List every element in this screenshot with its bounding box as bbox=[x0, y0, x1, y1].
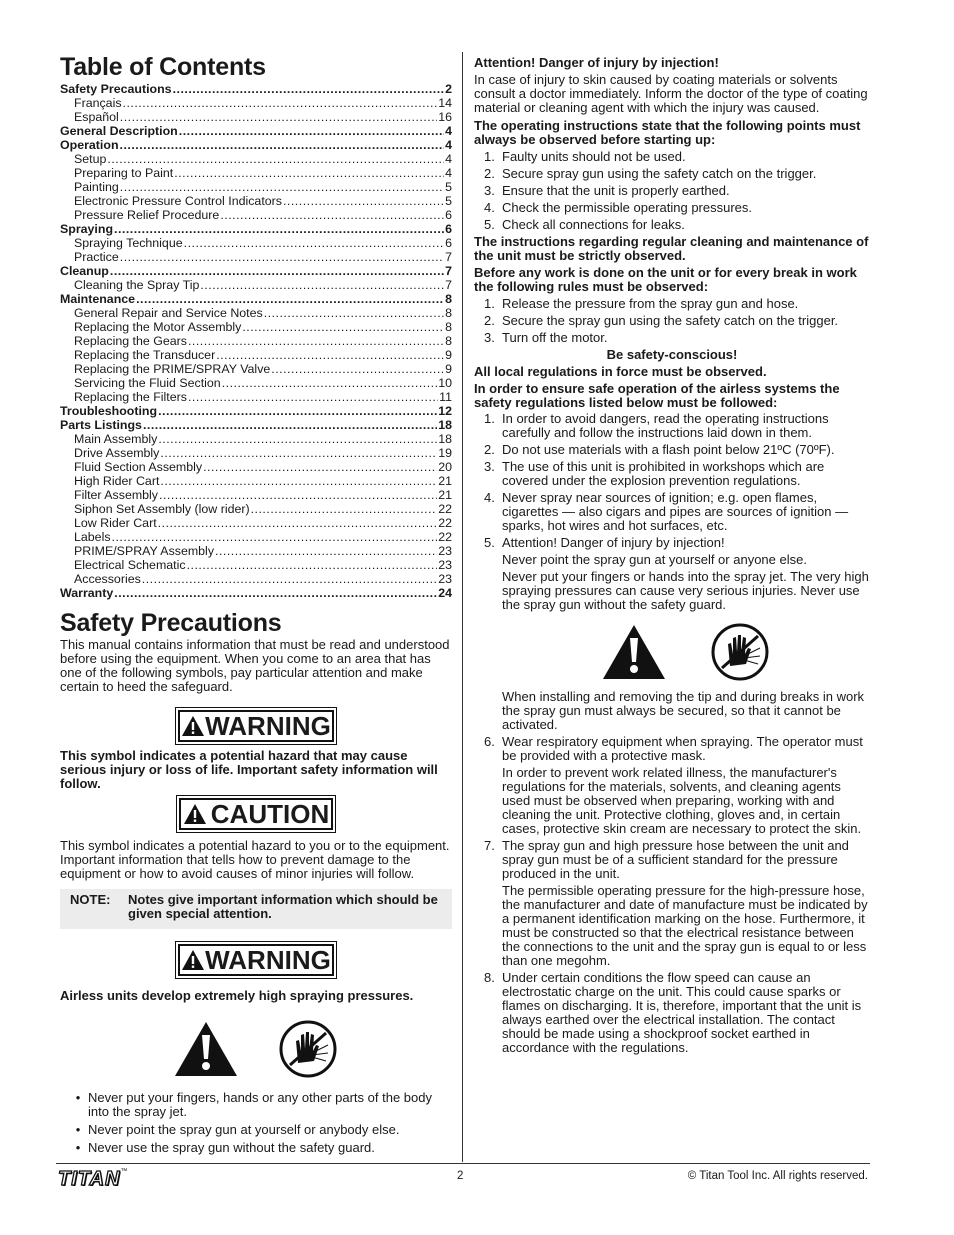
list-number: 3. bbox=[484, 183, 495, 198]
toc-entry bbox=[60, 306, 452, 320]
toc-leader-dots bbox=[203, 460, 437, 474]
warning-description: This symbol indicates a potential hazard that may cause serious injury or loss of life. Important safety information will follow. bbox=[60, 748, 438, 791]
toc-leader-dots bbox=[283, 194, 444, 208]
toc-entry-page: 23 bbox=[438, 558, 452, 572]
be-safety-conscious: Be safety-conscious! bbox=[606, 347, 738, 362]
bullet-text: Never point the spray gun at yourself or anybody else. bbox=[88, 1122, 400, 1137]
toc-entry-page: 7 bbox=[445, 250, 452, 264]
toc-leader-dots bbox=[160, 474, 437, 488]
bullet-item bbox=[60, 1091, 452, 1119]
toc-leader-dots bbox=[251, 502, 438, 516]
toc-entry bbox=[60, 390, 452, 404]
toc-leader-dots bbox=[142, 572, 437, 586]
rule-item bbox=[474, 491, 870, 533]
toc-entry-label: Servicing the Fluid Section bbox=[74, 376, 221, 390]
safety-title: Safety Precautions bbox=[60, 609, 282, 637]
toc-entry-page: 6 bbox=[445, 236, 452, 250]
list-item bbox=[474, 167, 870, 181]
rule-number: 3. bbox=[484, 459, 495, 474]
rule-8: 8. Under certain conditions the flow speed can cause an electrostatic charge on the unit. This could cause sparks or flames on discharging. It is, therefore, important that the unit is always earthed over the electrical installation. The contact should be made using a shockproof socket earthed in accordance with the regulations. bbox=[474, 971, 870, 1055]
no-hand-in-spray-icon bbox=[710, 622, 770, 682]
toc-leader-dots bbox=[158, 404, 437, 418]
list-number: 1. bbox=[484, 296, 495, 311]
toc-entry-page: 9 bbox=[445, 348, 452, 362]
toc-leader-dots bbox=[188, 390, 438, 404]
rule7-text: The spray gun and high pressure hose between the unit and spray gun must be of a sufficient standard for the pressure produced in the unit. bbox=[502, 838, 849, 881]
toc-entry-label: Spraying Technique bbox=[74, 236, 183, 250]
attention-title: Attention! Danger of injury by injection! bbox=[474, 55, 719, 70]
toc-entry-page: 5 bbox=[445, 180, 452, 194]
rule5-point-gun: Never point the spray gun at yourself or anyone else. bbox=[502, 552, 807, 567]
toc-leader-dots bbox=[123, 96, 438, 110]
list-text: Secure the spray gun using the safety catch on the trigger. bbox=[502, 313, 839, 328]
rule-text: Do not use materials with a flash point below 21ºC (70ºF). bbox=[502, 442, 835, 457]
caution-label: CAUTION bbox=[210, 798, 330, 829]
toc-entry bbox=[60, 208, 452, 222]
list-number: 2. bbox=[484, 166, 495, 181]
list-text: Ensure that the unit is properly earthed. bbox=[502, 183, 730, 198]
list-number: 4. bbox=[484, 200, 495, 215]
toc-leader-dots bbox=[159, 488, 437, 502]
toc-entry bbox=[60, 292, 452, 306]
toc-entry-label: Electronic Pressure Control Indicators bbox=[74, 194, 282, 208]
left-column bbox=[60, 52, 452, 1159]
toc-entry bbox=[60, 348, 452, 362]
toc-entry-page: 22 bbox=[438, 530, 452, 544]
toc-entry-page: 6 bbox=[445, 222, 452, 236]
toc-leader-dots bbox=[114, 586, 437, 600]
column-divider bbox=[462, 52, 463, 1162]
toc-entry bbox=[60, 138, 452, 152]
warning-triangle-icon bbox=[181, 949, 205, 971]
rule8-text: Under certain conditions the flow speed can cause an electrostatic charge on the unit. This could cause sparks or flames on discharging. It is, therefore, important that the unit is always earthed over the electrical installation. The contact should be made using a shockproof socket earthed in accordance with the regulations. bbox=[502, 970, 862, 1055]
toc-leader-dots bbox=[120, 180, 444, 194]
toc-entry bbox=[60, 222, 452, 236]
toc-entry-label: Warranty bbox=[60, 586, 114, 600]
safety-intro: This manual contains information that must be read and understood before using the equipment. When you come to an area that has one of the following symbols, pay particular attention and make certain to heed the safeguard. bbox=[60, 637, 450, 694]
toc-entry bbox=[60, 418, 452, 432]
bullet-text: Never put your fingers, hands or any other parts of the body into the spray jet. bbox=[88, 1090, 432, 1119]
copyright: © Titan Tool Inc. All rights reserved. bbox=[687, 1170, 868, 1182]
list-text: Turn off the motor. bbox=[502, 330, 608, 345]
list-number: 2. bbox=[484, 313, 495, 328]
toc-list bbox=[60, 82, 452, 600]
toc-leader-dots bbox=[120, 250, 444, 264]
toc-entry-page: 12 bbox=[438, 404, 452, 418]
list-item bbox=[474, 314, 870, 328]
toc-leader-dots bbox=[216, 348, 444, 362]
list-number: 3. bbox=[484, 330, 495, 345]
toc-entry bbox=[60, 110, 452, 124]
note-box bbox=[60, 889, 452, 929]
no-hand-in-spray-icon bbox=[278, 1019, 338, 1079]
toc-entry-label: Siphon Set Assembly (low rider) bbox=[74, 502, 250, 516]
toc-leader-dots bbox=[242, 320, 444, 334]
toc-entry bbox=[60, 558, 452, 572]
toc-entry-page: 4 bbox=[445, 138, 452, 152]
toc-entry-page: 4 bbox=[445, 124, 452, 138]
toc-entry-page: 4 bbox=[445, 166, 452, 180]
toc-entry-page: 8 bbox=[445, 334, 452, 348]
hazard-exclamation-icon bbox=[174, 1021, 238, 1077]
list-number: 5. bbox=[484, 217, 495, 232]
cleaning-title: The instructions regarding regular cleaning and maintenance of the unit must be strictly observed. bbox=[474, 234, 869, 263]
bullet-dot: • bbox=[75, 1122, 81, 1137]
toc-entry bbox=[60, 96, 452, 110]
toc-entry bbox=[60, 236, 452, 250]
warning-triangle-icon bbox=[181, 715, 205, 737]
toc-leader-dots bbox=[200, 278, 444, 292]
toc-entry-label: Painting bbox=[74, 180, 119, 194]
toc-entry-label: Setup bbox=[74, 152, 107, 166]
titan-logo-text: TITAN bbox=[58, 1168, 121, 1190]
bullet-item bbox=[60, 1141, 452, 1155]
toc-leader-dots bbox=[222, 376, 438, 390]
caution-triangle-icon bbox=[183, 803, 207, 825]
bullet-dot: • bbox=[75, 1090, 81, 1105]
toc-leader-dots bbox=[184, 236, 444, 250]
rule-text: Attention! Danger of injury by injection! bbox=[502, 535, 725, 550]
toc-entry bbox=[60, 264, 452, 278]
toc-leader-dots bbox=[188, 334, 444, 348]
toc-entry bbox=[60, 516, 452, 530]
toc-entry-label: Accessories bbox=[74, 572, 141, 586]
toc-title: Table of Contents bbox=[60, 53, 266, 81]
rule-number: 5. bbox=[484, 535, 495, 550]
toc-entry bbox=[60, 376, 452, 390]
rule5-secure-tip: When installing and removing the tip and during breaks in work the spray gun must always be secured, so that it cannot be activated. bbox=[502, 689, 865, 732]
toc-entry-label: Safety Precautions bbox=[60, 82, 172, 96]
toc-entry-label: General Repair and Service Notes bbox=[74, 306, 263, 320]
rule-item bbox=[474, 460, 870, 488]
toc-entry-page: 4 bbox=[445, 152, 452, 166]
rule6-text: Wear respiratory equipment when spraying. The operator must be provided with a protective mask. bbox=[502, 734, 863, 763]
toc-leader-dots bbox=[174, 166, 444, 180]
toc-entry bbox=[60, 180, 452, 194]
warning-label: WARNING bbox=[205, 710, 331, 741]
toc-leader-dots bbox=[160, 446, 437, 460]
rule-number: 1. bbox=[484, 411, 495, 426]
rule-text: Never spray near sources of ignition; e.g. open flames, cigarettes — also cigars and pipes are sources of ignition — sparks, hot wires and hot surfaces, etc. bbox=[502, 490, 849, 533]
toc-entry bbox=[60, 432, 452, 446]
list-item bbox=[474, 201, 870, 215]
toc-entry-label: Spraying bbox=[60, 222, 114, 236]
toc-entry-page: 21 bbox=[438, 488, 452, 502]
toc-entry-label: Español bbox=[74, 110, 119, 124]
caution-banner bbox=[176, 795, 336, 833]
toc-leader-dots bbox=[143, 418, 437, 432]
rule-text: The use of this unit is prohibited in workshops which are covered under the explosion prevention regulations. bbox=[502, 459, 825, 488]
toc-leader-dots bbox=[158, 432, 437, 446]
toc-entry-label: Drive Assembly bbox=[74, 446, 160, 460]
airless-systems-title: In order to ensure safe operation of the airless systems the safety regulations listed below must be followed: bbox=[474, 381, 840, 410]
warning-banner bbox=[175, 707, 337, 745]
before-start-list bbox=[474, 150, 870, 232]
list-item bbox=[474, 218, 870, 232]
toc-leader-dots bbox=[158, 516, 438, 530]
toc-entry-page: 19 bbox=[438, 446, 452, 460]
airless-pressure-text: Airless units develop extremely high spraying pressures. bbox=[60, 988, 414, 1003]
toc-leader-dots bbox=[220, 208, 444, 222]
toc-leader-dots bbox=[114, 222, 444, 236]
toc-entry-label: Labels bbox=[74, 530, 111, 544]
before-work-title: Before any work is done on the unit or for every break in work the following rules must be observed: bbox=[474, 265, 857, 294]
bullet-dot: • bbox=[75, 1140, 81, 1155]
toc-leader-dots bbox=[187, 558, 438, 572]
toc-entry-page: 9 bbox=[445, 362, 452, 376]
toc-leader-dots bbox=[215, 544, 437, 558]
list-item bbox=[474, 150, 870, 164]
before-work-list bbox=[474, 297, 870, 345]
safety-rules-list bbox=[474, 412, 870, 550]
hazard-icons-left bbox=[60, 1019, 452, 1079]
toc-entry-label: Français bbox=[74, 96, 122, 110]
toc-entry-label: Replacing the Gears bbox=[74, 334, 187, 348]
toc-entry-page: 8 bbox=[445, 292, 452, 306]
list-text: Secure spray gun using the safety catch on the trigger. bbox=[502, 166, 817, 181]
hazard-icons-right bbox=[474, 622, 870, 682]
toc-entry bbox=[60, 572, 452, 586]
toc-entry-label: Parts Listings bbox=[60, 418, 142, 432]
list-text: Check the permissible operating pressures. bbox=[502, 200, 753, 215]
list-text: Check all connections for leaks. bbox=[502, 217, 685, 232]
toc-entry bbox=[60, 530, 452, 544]
toc-entry bbox=[60, 250, 452, 264]
toc-entry bbox=[60, 194, 452, 208]
toc-entry-label: Maintenance bbox=[60, 292, 136, 306]
toc-entry-label: PRIME/SPRAY Assembly bbox=[74, 544, 215, 558]
toc-leader-dots bbox=[173, 82, 445, 96]
toc-leader-dots bbox=[271, 362, 444, 376]
toc-entry-label: Cleanup bbox=[60, 264, 109, 278]
list-text: Release the pressure from the spray gun and hose. bbox=[502, 296, 799, 311]
toc-entry-label: Fluid Section Assembly bbox=[74, 460, 203, 474]
local-regulations: All local regulations in force must be observed. bbox=[474, 364, 767, 379]
toc-entry bbox=[60, 362, 452, 376]
toc-entry-label: Preparing to Paint bbox=[74, 166, 174, 180]
rule-item bbox=[474, 536, 870, 550]
list-number: 1. bbox=[484, 149, 495, 164]
toc-entry-label: High Rider Cart bbox=[74, 474, 160, 488]
toc-entry bbox=[60, 544, 452, 558]
toc-leader-dots bbox=[107, 152, 444, 166]
toc-entry bbox=[60, 166, 452, 180]
rule-number: 4. bbox=[484, 490, 495, 505]
toc-entry-label: Replacing the PRIME/SPRAY Valve bbox=[74, 362, 271, 376]
toc-entry-page: 2 bbox=[445, 82, 452, 96]
toc-leader-dots bbox=[120, 110, 437, 124]
toc-leader-dots bbox=[136, 292, 444, 306]
toc-entry-label: General Description bbox=[60, 124, 178, 138]
rule-number: 2. bbox=[484, 442, 495, 457]
toc-entry-label: Filter Assembly bbox=[74, 488, 158, 502]
toc-entry-label: Main Assembly bbox=[74, 432, 158, 446]
toc-leader-dots bbox=[112, 530, 438, 544]
toc-entry bbox=[60, 586, 452, 600]
toc-entry bbox=[60, 446, 452, 460]
toc-entry bbox=[60, 124, 452, 138]
toc-entry-page: 6 bbox=[445, 208, 452, 222]
toc-entry-label: Pressure Relief Procedure bbox=[74, 208, 220, 222]
trademark: ™ bbox=[120, 1168, 128, 1175]
titan-logo bbox=[58, 1168, 127, 1191]
hazard-exclamation-icon bbox=[602, 624, 666, 680]
toc-entry-page: 23 bbox=[438, 572, 452, 586]
toc-leader-dots bbox=[264, 306, 444, 320]
warning-label-2: WARNING bbox=[205, 944, 331, 975]
toc-entry bbox=[60, 320, 452, 334]
toc-entry-label: Cleaning the Spray Tip bbox=[74, 278, 200, 292]
toc-entry-page: 8 bbox=[445, 306, 452, 320]
rule-item bbox=[474, 412, 870, 440]
rule-item bbox=[474, 443, 870, 457]
toc-entry bbox=[60, 152, 452, 166]
toc-entry-label: Low Rider Cart bbox=[74, 516, 157, 530]
before-start-title: The operating instructions state that the following points must always be observed before starting up: bbox=[474, 118, 861, 147]
attention-text: In case of injury to skin caused by coating materials or solvents consult a doctor immediately. Inform the doctor of the type of coating material or cleaning agent with which the injury was caused. bbox=[474, 72, 868, 115]
list-item bbox=[474, 297, 870, 311]
note-prefix: NOTE: bbox=[70, 892, 111, 907]
rule7-pressure-hose: The permissible operating pressure for the high-pressure hose, the manufacturer and date of manufacture must be indicated by a permanent identification marking on the hose. Furthermore, it must be constructed so that the electrical resistance between the connections to the unit and the spray gun is equal to or less than one megohm. bbox=[502, 883, 868, 968]
list-item bbox=[474, 331, 870, 345]
footer-rule bbox=[56, 1163, 870, 1164]
bullet-text: Never use the spray gun without the safety guard. bbox=[88, 1140, 375, 1155]
toc-entry-page: 22 bbox=[438, 502, 452, 516]
toc-entry-page: 20 bbox=[438, 460, 452, 474]
toc-entry bbox=[60, 404, 452, 418]
toc-entry-label: Electrical Schematic bbox=[74, 558, 186, 572]
toc-entry bbox=[60, 334, 452, 348]
toc-entry-page: 22 bbox=[438, 516, 452, 530]
toc-entry bbox=[60, 82, 452, 96]
toc-entry-label: Practice bbox=[74, 250, 119, 264]
caution-description: This symbol indicates a potential hazard to you or to the equipment. Important information that tells how to prevent damage to the equipment or how to avoid causes of minor injuries will follow. bbox=[60, 838, 450, 881]
note-text: Notes give important information which should be given special attention. bbox=[128, 892, 438, 921]
toc-entry-page: 8 bbox=[445, 320, 452, 334]
rule-7: 7. The spray gun and high pressure hose between the unit and spray gun must be of a sufficient standard for the pressure produced in the unit. bbox=[474, 839, 870, 881]
toc-entry-page: 7 bbox=[445, 278, 452, 292]
toc-entry-page: 7 bbox=[445, 264, 452, 278]
toc-entry bbox=[60, 488, 452, 502]
toc-entry-page: 24 bbox=[438, 586, 452, 600]
rule5-fingers: Never put your fingers or hands into the spray jet. The very high spraying pressures can cause very serious injuries. Never use the spray gun without the safety guard. bbox=[502, 569, 869, 612]
toc-entry-page: 16 bbox=[438, 110, 452, 124]
rule-6: 6. Wear respiratory equipment when spraying. The operator must be provided with a protective mask. bbox=[474, 735, 870, 763]
page-number: 2 bbox=[457, 1170, 464, 1182]
rule6-illness: In order to prevent work related illness, the manufacturer's regulations for the materials, solvents, and cleaning agents used must be observed when preparing, working with and cleaning the unit. Protective clothing, gloves and, in certain cases, protective skin cream are necessary to protect the skin. bbox=[502, 765, 862, 836]
toc-leader-dots bbox=[110, 264, 444, 278]
bullet-item bbox=[60, 1123, 452, 1137]
toc-entry-page: 18 bbox=[438, 432, 452, 446]
toc-entry-page: 18 bbox=[438, 418, 452, 432]
toc-entry bbox=[60, 474, 452, 488]
toc-entry-label: Troubleshooting bbox=[60, 404, 158, 418]
toc-entry-page: 14 bbox=[438, 96, 452, 110]
warning-banner-2 bbox=[175, 941, 337, 979]
toc-entry-label: Operation bbox=[60, 138, 119, 152]
injection-bullets bbox=[60, 1091, 452, 1155]
toc-entry-page: 11 bbox=[439, 390, 452, 404]
toc-entry bbox=[60, 278, 452, 292]
toc-entry-page: 10 bbox=[438, 376, 452, 390]
toc-entry-label: Replacing the Motor Assembly bbox=[74, 320, 242, 334]
toc-entry-page: 5 bbox=[445, 194, 452, 208]
toc-entry-page: 21 bbox=[438, 474, 452, 488]
toc-entry bbox=[60, 460, 452, 474]
toc-entry bbox=[60, 502, 452, 516]
list-item bbox=[474, 184, 870, 198]
rule-text: In order to avoid dangers, read the operating instructions carefully and follow the instructions laid down in them. bbox=[502, 411, 829, 440]
toc-entry-page: 23 bbox=[438, 544, 452, 558]
right-column bbox=[474, 56, 870, 1055]
toc-leader-dots bbox=[179, 124, 444, 138]
toc-entry-label: Replacing the Transducer bbox=[74, 348, 216, 362]
toc-leader-dots bbox=[120, 138, 445, 152]
list-text: Faulty units should not be used. bbox=[502, 149, 686, 164]
toc-entry-label: Replacing the Filters bbox=[74, 390, 187, 404]
